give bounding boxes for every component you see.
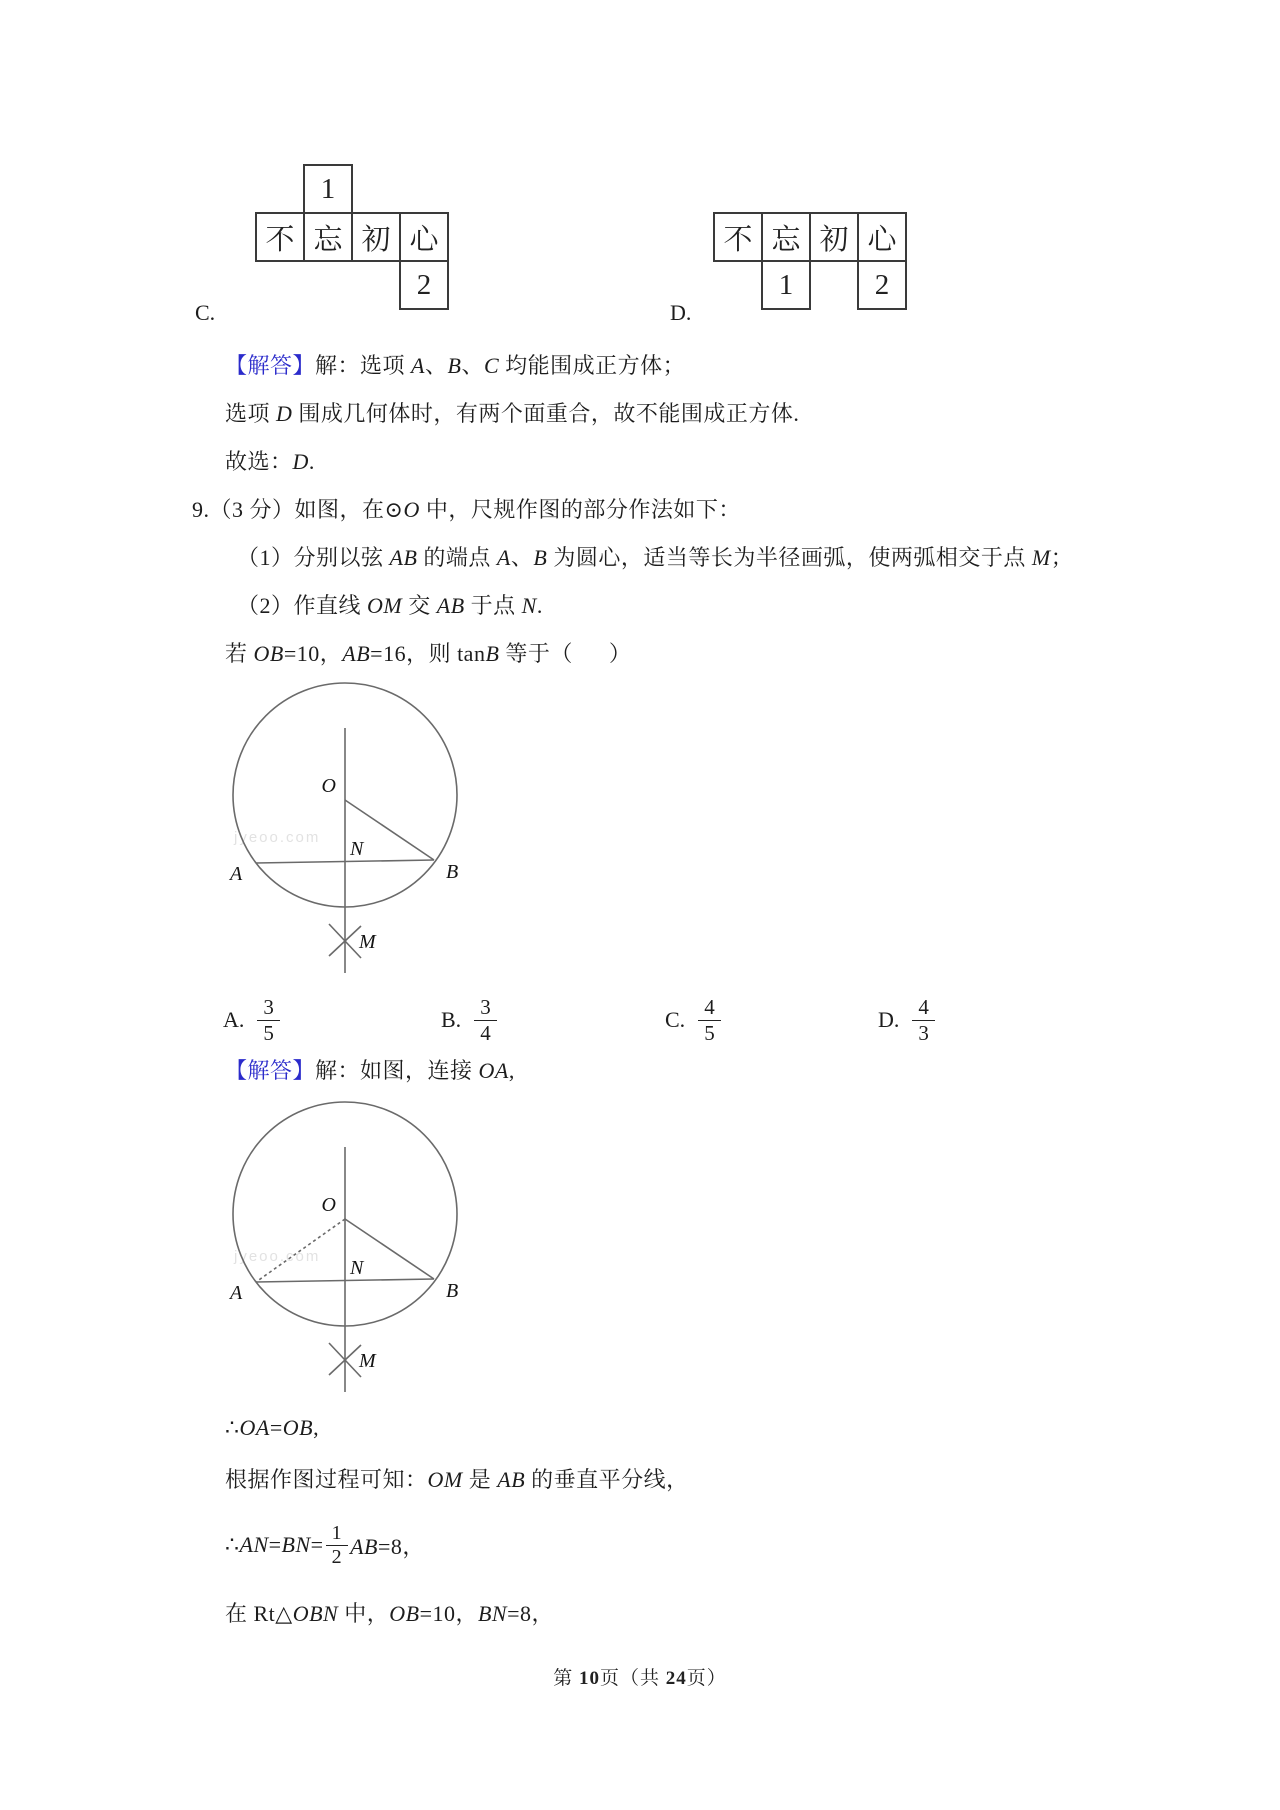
option-d-label: D. (670, 300, 692, 325)
net-cell: 1 (303, 164, 353, 214)
net-cell: 不 (255, 212, 305, 262)
an-bn-prefix: ∴AN=BN= (225, 1532, 324, 1557)
option-c-fraction: $\frac{4}{5}$ (698, 995, 721, 1044)
solution9-oa-ob-line: ∴OA=OB, (225, 1415, 320, 1440)
point-m-label: M (359, 931, 376, 953)
option-b (441, 988, 497, 1052)
solution8-reason-line: 选项 D 围成几何体时，有两个面重合，故不能围成正方体. (225, 401, 800, 426)
cube-net-figure-d (713, 212, 913, 312)
question9-condition: 若 OB=10，AB=16，则 tanB 等于（ ） (225, 641, 632, 666)
solution8-answer-line: 【解答】解：选项 A、B、C 均能围成正方体； (225, 353, 686, 378)
point-n-label: N (350, 838, 364, 860)
point-a-label: A (230, 1282, 243, 1304)
option-c-label: C. (195, 300, 216, 325)
option-b-label: B. (441, 1007, 462, 1032)
question9-step1: （1）分别以弦 AB 的端点 A、B 为圆心，适当等长为半径画弧，使两弧相交于点 M； (237, 545, 1074, 570)
solution8-choice-line: 故选：D. (225, 449, 315, 474)
option-a-fraction: $\frac{3}{5}$ (257, 995, 280, 1044)
point-m-label: M (359, 1350, 376, 1372)
net-cell: 忘 (303, 212, 353, 262)
option-c-label: C. (665, 1007, 686, 1032)
option-c (665, 988, 721, 1052)
cube-net-figure-c (255, 164, 455, 312)
point-b-label: B (446, 861, 459, 883)
point-o-label: O (321, 1194, 336, 1216)
point-o-label: O (321, 775, 336, 797)
solution9-an-bn-line (225, 1516, 425, 1574)
one-half-fraction: $\frac{1}{2}$ (326, 1522, 349, 1569)
net-cell: 不 (713, 212, 763, 262)
net-cell: 1 (761, 260, 811, 310)
solution9-intro-line: 【解答】解：如图，连接 OA, (225, 1058, 515, 1083)
net-cell: 忘 (761, 212, 811, 262)
question9-step2: （2）作直线 OM 交 AB 于点 N. (237, 593, 543, 618)
point-b-label: B (446, 1280, 459, 1302)
option-d-label: D. (878, 1007, 900, 1032)
net-cell: 初 (809, 212, 859, 262)
option-d (878, 988, 935, 1052)
question9-stem: 9.（3 分）如图，在⊙O 中，尺规作图的部分作法如下： (192, 497, 741, 522)
watermark-text: jyeoo.com (234, 1248, 321, 1265)
solution9-perpendicular-line: 根据作图过程可知：OM 是 AB 的垂直平分线， (225, 1467, 689, 1492)
net-cell: 2 (399, 260, 449, 310)
option-b-fraction: $\frac{3}{4}$ (474, 995, 497, 1044)
option-a (223, 988, 280, 1052)
an-bn-suffix: AB=8， (350, 1533, 425, 1559)
option-a-label: A. (223, 1007, 245, 1032)
page-footer: 第 10页（共 24页） (553, 1668, 727, 1689)
solution9-rt-triangle-line: 在 Rt△OBN 中，OB=10，BN=8， (225, 1601, 555, 1626)
circle-construction-diagram-solution (228, 1099, 473, 1404)
net-cell: 心 (857, 212, 907, 262)
net-cell: 2 (857, 260, 907, 310)
point-n-label: N (350, 1257, 364, 1279)
net-cell: 心 (399, 212, 449, 262)
circle-construction-diagram-question (228, 680, 473, 985)
point-a-label: A (230, 863, 243, 885)
net-cell: 初 (351, 212, 401, 262)
option-d-fraction: $\frac{4}{3}$ (912, 995, 935, 1044)
watermark-text: jyeoo.com (234, 829, 321, 846)
